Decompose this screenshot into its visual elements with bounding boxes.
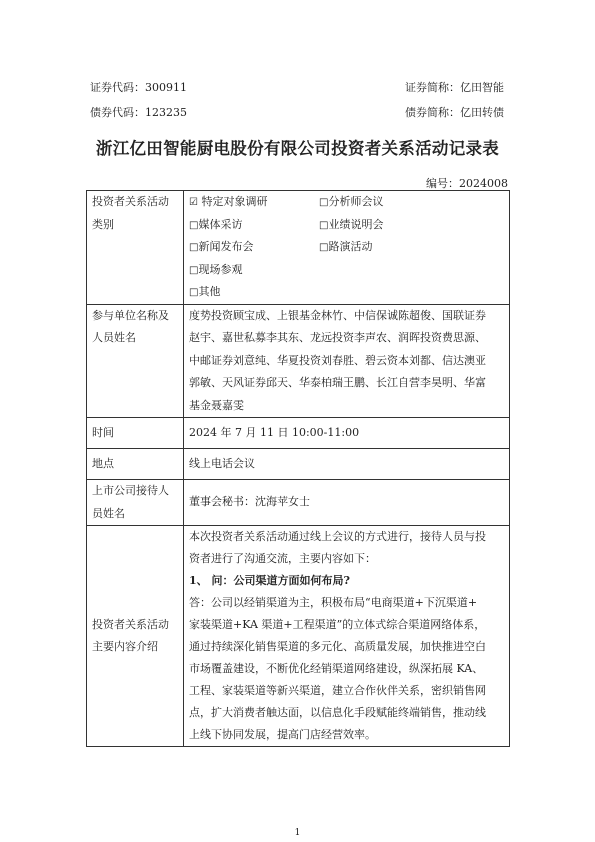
checked-box-icon: ☑ (189, 197, 198, 208)
label-time: 时间 (87, 418, 184, 449)
label-activity-category: 投资者关系活动 类别 (87, 191, 184, 305)
bond-code: 债券代码：123235 (90, 106, 187, 119)
row-receptionist (87, 480, 510, 526)
checkbox-icon: □ (189, 219, 199, 231)
participants-list: 度势投资顾宝成、上银基金林竹、中信保诚陈超俊、国联证券 赵宇、嘉世私募李其东、龙远投资李声农、润晖投资费思源、 中邮证券刘意纯、华夏投资刘春胜、碧云资本刘都、信达澳亚 郭敏、天风证券邱天、华泰柏瑞王鹏、长江自营李昊明、华富 基金聂嘉雯 (184, 304, 510, 418)
option-analyst-meeting: □分析师会议 (319, 195, 384, 208)
activity-category-options (184, 191, 510, 305)
checkbox-icon: □ (319, 197, 329, 208)
checkbox-icon: □ (189, 242, 199, 253)
document-title: 浙江亿田智能厨电股份有限公司投资者关系活动记录表 (95, 139, 500, 158)
label-location: 地点 (87, 449, 184, 480)
stock-abbreviation: 证券简称：亿田智能 (405, 81, 504, 94)
stock-code: 证券代码：300911 (90, 81, 187, 94)
receptionist-value: 董事会秘书：沈海苹女士 (184, 480, 510, 526)
document-number: 编号：2024008 (426, 177, 508, 190)
row-activity-category (87, 191, 510, 305)
row-location (87, 449, 510, 480)
activity-record-table (86, 190, 510, 747)
row-main-content (87, 526, 510, 747)
checkbox-icon: □ (319, 219, 329, 231)
row-time (87, 418, 510, 449)
option-media-interview: □媒体采访 (189, 217, 243, 231)
page-number: 1 (294, 828, 301, 838)
bond-code-row (90, 104, 504, 120)
label-participants: 参与单位名称及 人员姓名 (87, 304, 184, 418)
label-receptionist: 上市公司接待人 员姓名 (87, 480, 184, 526)
row-participants (87, 304, 510, 418)
option-roadshow: □路演活动 (319, 240, 373, 253)
main-content-text: 本次投资者关系活动通过线上会议的方式进行，接待人员与投 资者进行了沟通交流，主要内容如下： 1、 问：公司渠道方面如何布局? 答：公司以经销渠道为主，积极布局“电商渠道+下沉渠道+ 家装渠道+KA 渠道+工程渠道”的立体式综合渠道网络体系， 通过持续深化销售渠道的多元化、高质量发展，加快推进空白 市场覆盖建设，不断优化经销渠道网络建设，纵深拓展 KA、 工程、家装渠道等新兴渠道，建立合作伙伴关系，密织销售网 点，扩大消费者触达面，以信息化手段赋能终端销售，推动线 上线下协同发展，提高门店经营效率。 (184, 526, 510, 747)
option-specific-research: ☑ 特定对象调研 (189, 195, 268, 208)
checkbox-icon: □ (189, 264, 199, 276)
security-code-row (90, 79, 504, 95)
option-other: □其他 (189, 285, 221, 298)
question-1: 1、 问：公司渠道方面如何布局? (189, 574, 350, 587)
option-earnings-call: □业绩说明会 (319, 217, 384, 231)
checkbox-icon: □ (319, 242, 329, 253)
checkbox-icon: □ (189, 287, 199, 298)
bond-abbreviation: 债券简称：亿田转债 (405, 106, 504, 119)
time-value: 2024 年 7 月 11 日 10:00-11:00 (184, 418, 510, 449)
location-value: 线上电话会议 (184, 449, 510, 480)
option-press-conference: □新闻发布会 (189, 240, 254, 253)
option-site-visit: □现场参观 (189, 262, 243, 276)
label-main-content: 投资者关系活动 主要内容介绍 (87, 526, 184, 747)
